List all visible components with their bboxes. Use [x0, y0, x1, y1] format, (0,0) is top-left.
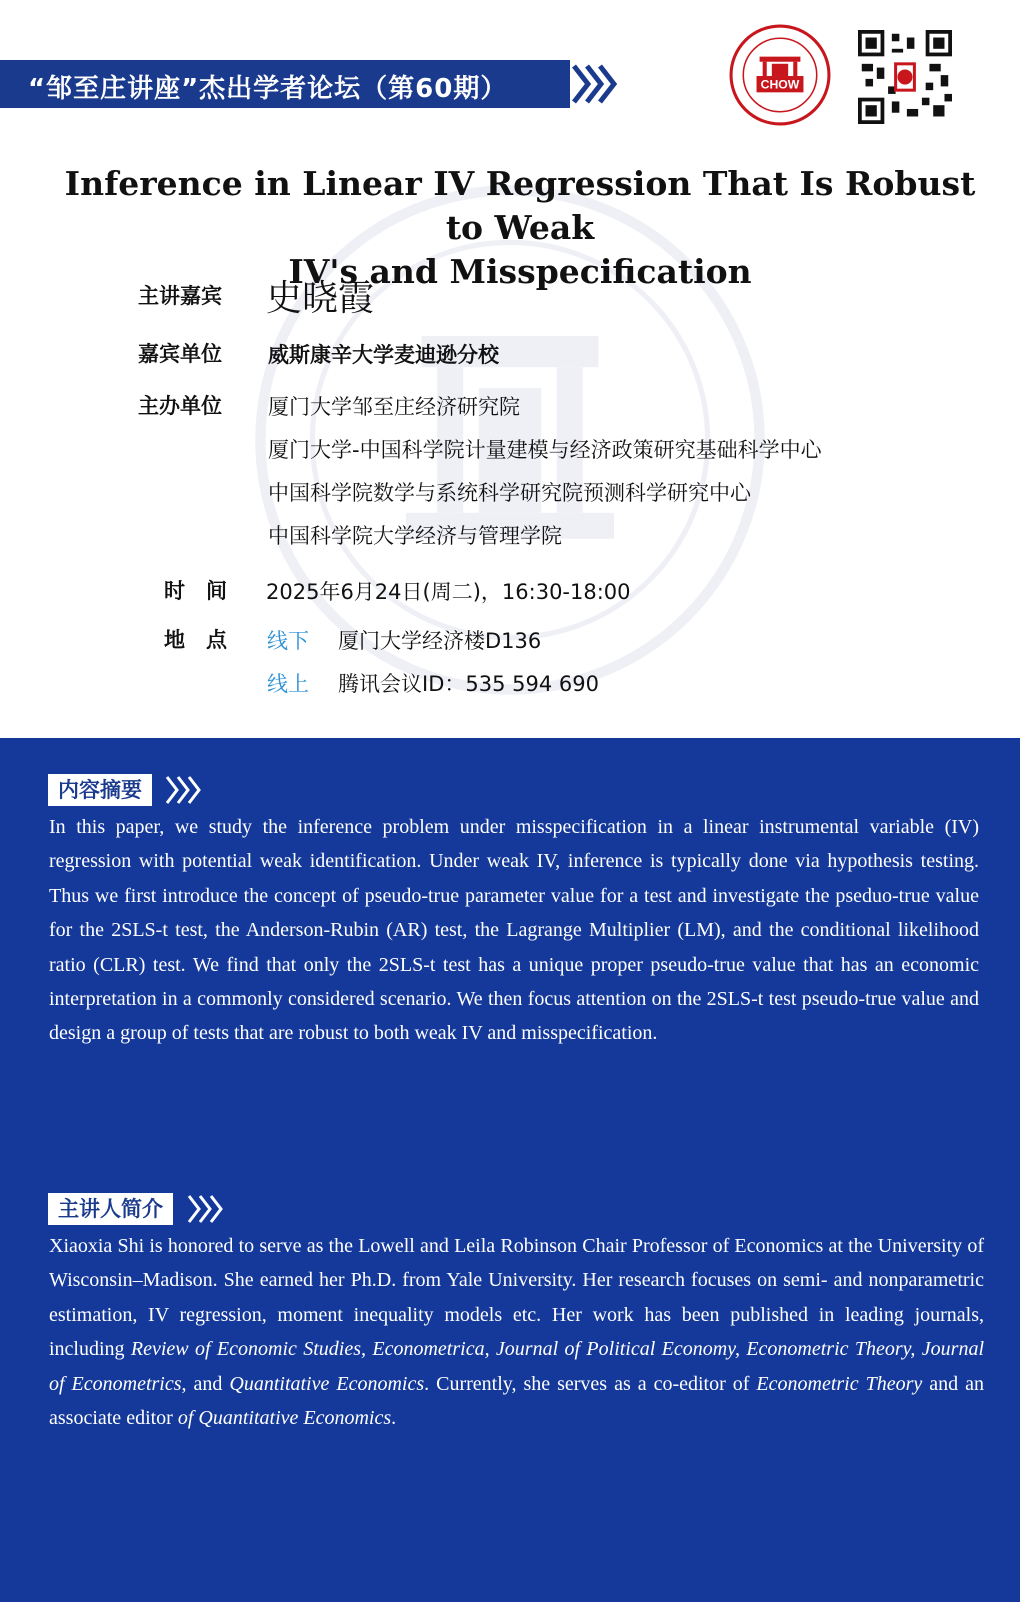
- institute-logo: [729, 24, 831, 126]
- affiliation: 威斯康辛大学麦迪逊分校: [268, 343, 499, 367]
- speaker-name: 史晓霞: [266, 278, 375, 319]
- chevron-right-icon: [570, 60, 620, 108]
- journal-name: of Quantitative Economics: [177, 1407, 392, 1430]
- online-label: 线上: [267, 672, 309, 696]
- speaker-label: 主讲嘉宾: [138, 284, 222, 308]
- offline-venue: 厦门大学经济楼D136: [338, 629, 542, 653]
- event-time: 2025年6月24日(周二)，16:30-18:00: [266, 580, 631, 604]
- host-item: 厦门大学邹至庄经济研究院: [268, 395, 520, 419]
- qr-code[interactable]: [858, 30, 952, 124]
- svg-text:CHOW: CHOW: [760, 77, 800, 92]
- offline-label: 线下: [267, 629, 309, 653]
- talk-title: Inference in Linear IV Regression That Is Robust to Weak IV's and Misspecification: [64, 164, 976, 291]
- venue-label: 地 点: [164, 628, 227, 652]
- series-title: “邹至庄讲座”杰出学者论坛（第60期）: [28, 74, 508, 104]
- affiliation-label: 嘉宾单位: [138, 342, 222, 366]
- top-section: [0, 0, 1020, 738]
- chevron-right-icon: [164, 774, 208, 806]
- online-meeting-id: 腾讯会议ID：535 594 690: [338, 672, 599, 696]
- host-item: 中国科学院数学与系统科学研究院预测科学研究中心: [268, 481, 751, 505]
- time-label: 时 间: [164, 579, 227, 603]
- journal-name: Econometric Theory: [756, 1372, 923, 1395]
- bio-heading-label: 主讲人简介: [48, 1193, 173, 1225]
- abstract-heading-label: 内容摘要: [48, 774, 152, 806]
- journal-name: Quantitative Economics: [229, 1372, 425, 1395]
- journal-list: Review of Economic Studies, Econometrica, Journal of Political Economy, Econometric Theory, Journal of Econometrics: [49, 1338, 984, 1395]
- bio-text: Xiaoxia Shi is honored to serve as the Lowell and Leila Robinson Chair Professor of Economics at the University of Wisconsin–Madison. She earned her Ph.D. from Yale University. Her research focuses on semi- and nonparametric estimation, IV regression, moment inequality models etc. Her work has been published in leading journals, including Review of Economic Studies, Econometrica, Journal of Political Economy, Econometric Theory, Journal of Econometrics, and Quantitative Economics. Currently, she serves as a co-editor of Econometric Theory and an associate editor of Quantitative Economics.: [49, 1235, 984, 1430]
- host-item: 厦门大学-中国科学院计量建模与经济政策研究基础科学中心: [268, 438, 822, 462]
- host-item: 中国科学院大学经济与管理学院: [268, 524, 562, 548]
- abstract-text: In this paper, we study the inference problem under misspecification in a linear instrumental variable (IV) regression with potential weak identification. Under weak IV, inference is typically done via hypothesis testing. Thus we first introduce the concept of pseudo-true parameter value for a test and investigate the pseduo-true value for the 2SLS-t test, the Anderson-Rubin (AR) test, the Lagrange Multiplier (LM), and the conditional likelihood ratio (CLR) test. We find that only the 2SLS-t test has a unique proper pseudo-true value that has an economic interpretation in a commonly considered scenario. We then focus attention on the 2SLS-t test pseudo-true value and design a group of tests that are robust to both weak IV and misspecification.: [49, 816, 979, 1045]
- details-panel: [0, 738, 1020, 1602]
- chevron-right-icon: [186, 1193, 230, 1225]
- host-label: 主办单位: [138, 394, 222, 418]
- series-banner: [0, 60, 570, 108]
